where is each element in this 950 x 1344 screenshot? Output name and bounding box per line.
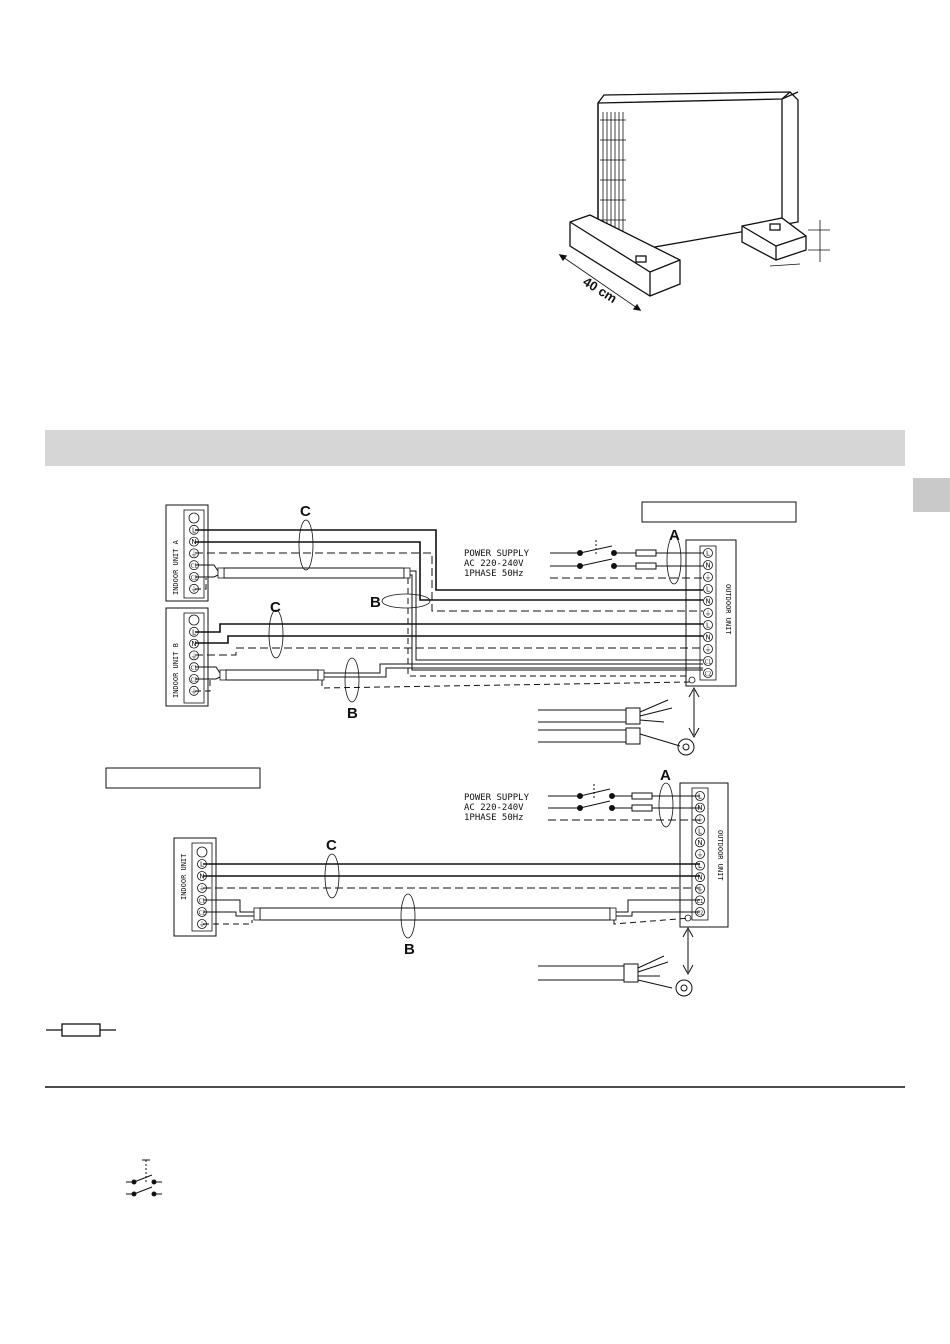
single-wiring-diagram (106, 767, 728, 996)
terminal-label: C2 (704, 671, 712, 678)
terminal-label: C1 (190, 563, 198, 570)
callout-b-upper: B (370, 594, 381, 611)
shield-earth-b (195, 680, 690, 691)
outdoor-unit-label-single: OUTDOOR UNIT (716, 830, 724, 881)
terminal-label: N (705, 633, 711, 642)
terminal-label: ⏚ (190, 651, 198, 660)
terminal-label: ⏚ (190, 585, 198, 594)
terminal-label: N (697, 838, 703, 847)
callout-c-single: C (326, 837, 337, 854)
ground-cable-illustration-single (538, 956, 692, 996)
outdoor-terminal-strip-single (696, 792, 705, 917)
indoor-unit-a-label: INDOOR UNIT A (172, 540, 180, 595)
power-supply-line-2: AC 220-240V (464, 559, 524, 569)
power-supply-line-1: POWER SUPPLY (464, 549, 530, 559)
callout-b-lower: B (347, 705, 358, 722)
power-supply-text-single (464, 793, 530, 823)
ground-cable-illustration-dual (538, 700, 694, 755)
callout-a-dual: A (669, 527, 680, 544)
double-arrow-dual (689, 688, 699, 737)
dual-wiring-diagram (166, 502, 796, 755)
terminal-label: L (192, 526, 196, 535)
terminal-blank (189, 615, 199, 625)
callout-c-lower: C (270, 599, 281, 616)
terminal-label: C1 (696, 898, 704, 905)
power-supply-text-dual (464, 549, 530, 579)
terminal-label: N (705, 597, 711, 606)
terminal-label: L (200, 860, 204, 869)
terminal-label: ⏚ (696, 815, 704, 824)
terminal-label: ⏚ (198, 884, 206, 893)
section-header-band (45, 430, 905, 466)
terminal-label: L (698, 792, 702, 801)
callout-c-upper: C (300, 503, 311, 520)
terminal-label: ⏚ (696, 885, 704, 894)
terminal-label: ⏚ (704, 609, 712, 618)
terminal-label: C2 (190, 575, 198, 582)
terminal-label: ⏚ (704, 645, 712, 654)
power-supply-line-3-single: 1PHASE 50Hz (464, 813, 524, 823)
shielded-cable-b (226, 670, 318, 680)
indoor-unit-b-label: INDOOR UNIT B (172, 643, 180, 698)
terminal-label: C1 (190, 665, 198, 672)
terminal-label: C2 (190, 677, 198, 684)
terminal-label: N (191, 538, 197, 547)
terminal-label: N (697, 804, 703, 813)
side-tab (913, 478, 950, 512)
terminal-label: L (706, 585, 710, 594)
terminal-label: ⏚ (696, 850, 704, 859)
terminal-label: ⏚ (190, 687, 198, 696)
terminal-blank (189, 513, 199, 523)
diagram-title-box-single (106, 768, 260, 788)
indoor-unit-label: INDOOR UNIT (180, 853, 188, 900)
callout-a-single: A (660, 767, 671, 784)
terminal-label: ⏚ (190, 549, 198, 558)
terminal-label: ⏚ (704, 573, 712, 582)
wires-unit-a (195, 530, 703, 600)
terminal-label: C1 (198, 898, 206, 905)
distance-label: 40 cm (580, 273, 620, 307)
outdoor-terminal-strip-dual (704, 549, 713, 678)
wires-indoor-single (203, 864, 700, 876)
wires-unit-b (195, 624, 703, 643)
terminal-label: L (706, 621, 710, 630)
outdoor-unit-label-dual: OUTDOOR UNIT (724, 584, 732, 635)
terminal-label: C2 (198, 910, 206, 917)
power-supply-line-1-single: POWER SUPPLY (464, 793, 530, 803)
terminal-label: ⏚ (198, 920, 206, 929)
terminal-label: N (191, 640, 197, 649)
callout-b-single: B (404, 941, 415, 958)
power-supply-line-2-single: AC 220-240V (464, 803, 524, 813)
power-supply-line-3: 1PHASE 50Hz (464, 569, 524, 579)
shielded-cable-single (260, 908, 610, 920)
terminal-label: C1 (704, 659, 712, 666)
terminal-label: L (192, 628, 196, 637)
terminal-label: N (705, 561, 711, 570)
terminal-label: L (698, 862, 702, 871)
double-arrow-single (683, 928, 693, 974)
power-supply-switch-single (548, 784, 703, 820)
terminal-label: N (199, 872, 205, 881)
terminal-label: L (698, 827, 702, 836)
outdoor-unit-install-figure (560, 92, 830, 310)
shielded-cable-a (224, 568, 404, 578)
switch-icon (126, 1160, 162, 1196)
diagram-title-box-dual (642, 502, 796, 522)
terminal-blank (197, 847, 207, 857)
terminal-label: N (697, 873, 703, 882)
fuse-icon (46, 1024, 116, 1036)
terminal-label: L (706, 549, 710, 558)
terminal-label: C2 (696, 910, 704, 917)
